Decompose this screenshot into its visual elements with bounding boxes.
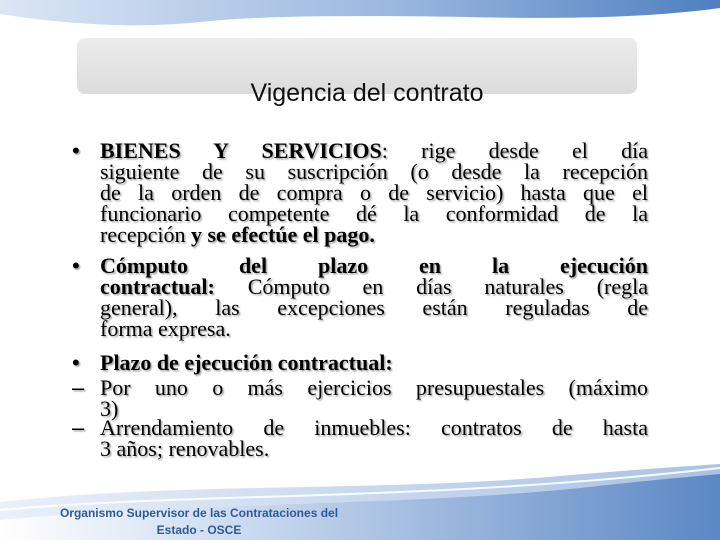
footer-line1: Organismo Supervisor de las Contrataciones del: [59, 506, 339, 520]
bullet-line1-rest: : rige desde el día: [381, 138, 648, 163]
bullet-marker: •: [72, 138, 80, 163]
bullet-text: [100, 255, 648, 339]
footer-organization: [44, 505, 354, 539]
bullet-lead: BIENES Y SERVICIOS: [100, 138, 382, 163]
sub-line2: 3 años; renovables.: [100, 436, 270, 461]
sub-line2: 3): [100, 396, 119, 421]
bullet-heading: Plazo de ejecución contractual:: [100, 350, 393, 375]
bullet-marker: •: [72, 253, 80, 278]
bullet-line5-b: y se efectúe el pago.: [191, 222, 375, 247]
bullet-line4: forma expresa.: [100, 316, 231, 341]
sub-line1: Arrendamiento de inmuebles: contratos de hasta: [100, 415, 648, 440]
bullet-marker: •: [72, 350, 80, 375]
bullet-line5-a: recepción: [100, 222, 191, 247]
bullet-plazo-ejecucion: [72, 350, 648, 461]
sub-bullet-arrendamiento: [100, 417, 648, 459]
slide-title: Vigencia del contrato: [250, 79, 484, 107]
header-wave-band: [0, 0, 720, 40]
bullet-text: [100, 352, 648, 373]
bullet-line1: Cómputo del plazo en la ejecución: [100, 253, 648, 278]
dash-marker: –: [72, 415, 85, 440]
footer-line2: Estado - OSCE: [156, 523, 242, 537]
bullet-line4: funcionario competente dé la conformidad de la: [100, 201, 648, 226]
bullet-text: [100, 140, 648, 245]
bullet-line3: de la orden de compra o de servicio) hasta que el: [100, 180, 648, 205]
bullet-bienes-servicios: [72, 138, 648, 247]
bullet-computo-plazo: [72, 255, 648, 339]
bullet-line2-bold: contractual:: [100, 274, 215, 299]
sub-line1: Por uno o más ejercicios presupuestales (máximo: [100, 375, 648, 400]
bullet-line2-rest: Cómputo en días naturales (regla: [214, 274, 648, 299]
dash-marker: –: [72, 375, 85, 400]
bullet-line3: general), las excepciones están reguladas de: [100, 295, 648, 320]
sub-bullet-ejercicios: [100, 377, 648, 419]
bullet-line2: siguiente de su suscripción (o desde la recepción: [100, 159, 648, 184]
